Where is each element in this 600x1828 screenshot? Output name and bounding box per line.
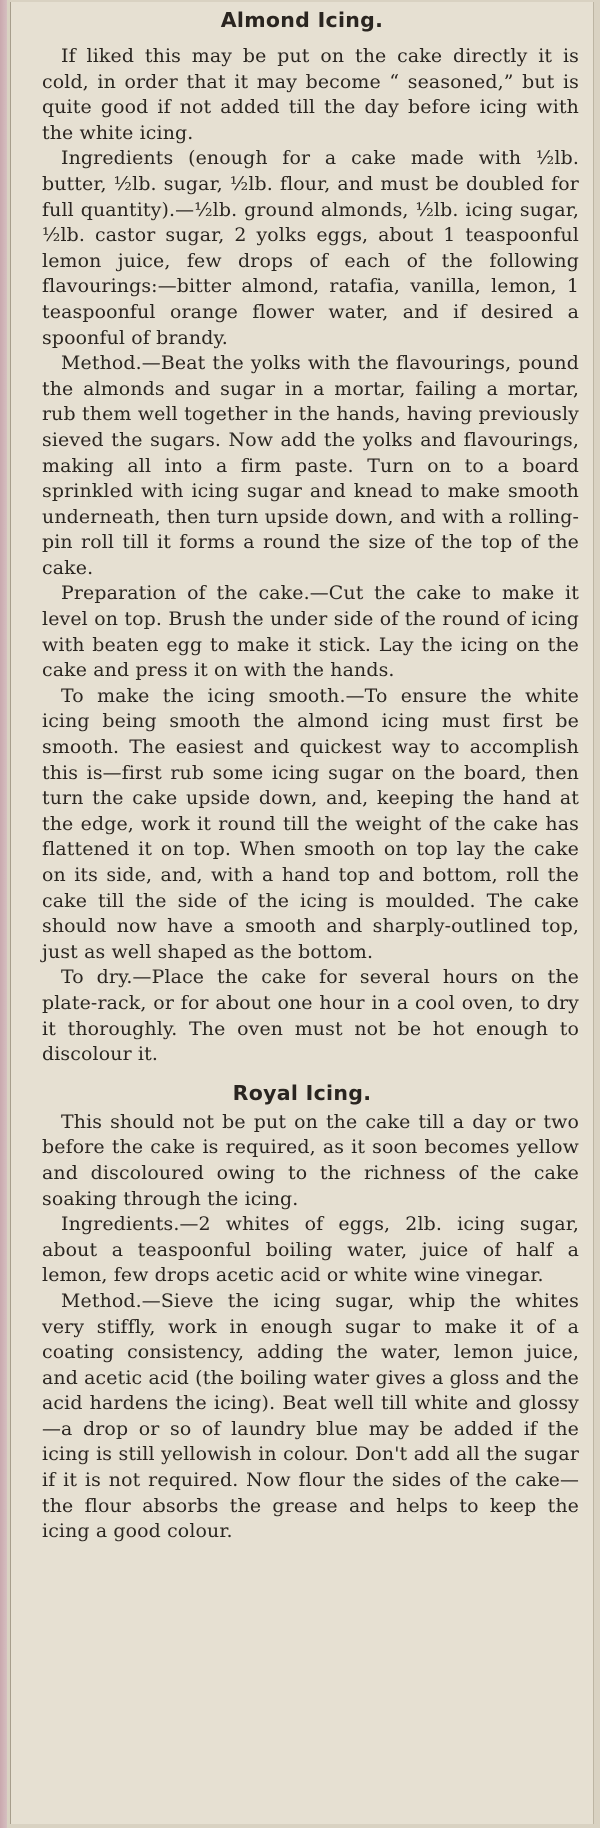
royal-intro-paragraph: This should not be put on the cake till a day or two before the cake is required, as it soon becomes yellow and discoloured owing to the richness of the cake soaking through the icing. (42, 1110, 579, 1210)
royal-method-paragraph: Method.—Sieve the icing sugar, whip the whites very stiffly, work in enough sugar to make it of a coating consistency, adding the water, lemon juice, and acetic acid (the boiling water gives a gloss and the acid hardens the icing). Beat well till white and glossy—a drop or so of laundry blue may be added if the icing is still yellowish in colour. Don't add all the sugar if it is not required. Now flour the sides of the cake—the flour absorbs the grease and helps to keep the icing a good colour. (42, 1289, 579, 1543)
newspaper-clipping (10, 2, 594, 1824)
royal-ingredients-paragraph: Ingredients.—2 whites of eggs, 2lb. icing sugar, about a teaspoonful boiling water, juice of half a lemon, few drops acetic acid or white wine vinegar. (42, 1213, 579, 1287)
almond-icing-heading: Almond Icing. (220, 8, 384, 32)
almond-preparation-paragraph: Preparation of the cake.—Cut the cake to make it level on top. Brush the under side of the round of icing with beaten egg to make it stick. Lay the icing on the cake and press it on with the hands. (42, 582, 579, 682)
almond-ingredients-paragraph: Ingredients (enough for a cake made with ½lb. butter, ½lb. sugar, ½lb. flour, and must be doubled for full quantity).—½lb. ground almonds, ½lb. icing sugar, ½lb. castor sugar, 2 yolks eggs, about 1 teaspoonful lemon juice, few drops of each of the following flavourings:—bitter almond, ratafia, vanilla, lemon, 1 teaspoonful orange flower water, and if desired a spoonful of brandy. (42, 147, 579, 349)
almond-drying-paragraph: To dry.—Place the cake for several hours on the plate-rack, or for about one hour in a cool oven, to dry it thoroughly. The oven must not be hot enough to discolour it. (42, 966, 579, 1066)
page-edge-strip (0, 0, 7, 1828)
almond-intro-paragraph: If liked this may be put on the cake directly it is cold, in order that it may become “ seasoned,” but is quite good if not added till the day before icing with the white icing. (42, 45, 579, 144)
almond-smoothing-paragraph: To make the icing smooth.—To ensure the white icing being smooth the almond icing must first be smooth. The easiest and quickest way to accomplish this is—first rub some icing sugar on the board, then turn the cake upside down, and, keeping the hand at the edge, work it round till the weight of the cake has flattened it on top. When smooth on top lay the cake on its side, and, with a hand top and bottom, roll the cake till the side of the icing is moulded. The cake should now have a smooth and sharply-outlined top, just as well shaped as the bottom. (42, 684, 579, 963)
almond-method-paragraph: Method.—Beat the yolks with the flavourings, pound the almonds and sugar in a mortar, failing a mortar, rub them well together in the hands, having previously sieved the sugars. Now add the yolks and flavourings, making all into a firm paste. Turn on to a board sprinkled with icing sugar and knead to make smooth underneath, then turn upside down, and with a rolling-pin roll till it forms a round the size of the top of the cake. (42, 352, 579, 579)
royal-icing-heading: Royal Icing. (232, 1080, 372, 1105)
